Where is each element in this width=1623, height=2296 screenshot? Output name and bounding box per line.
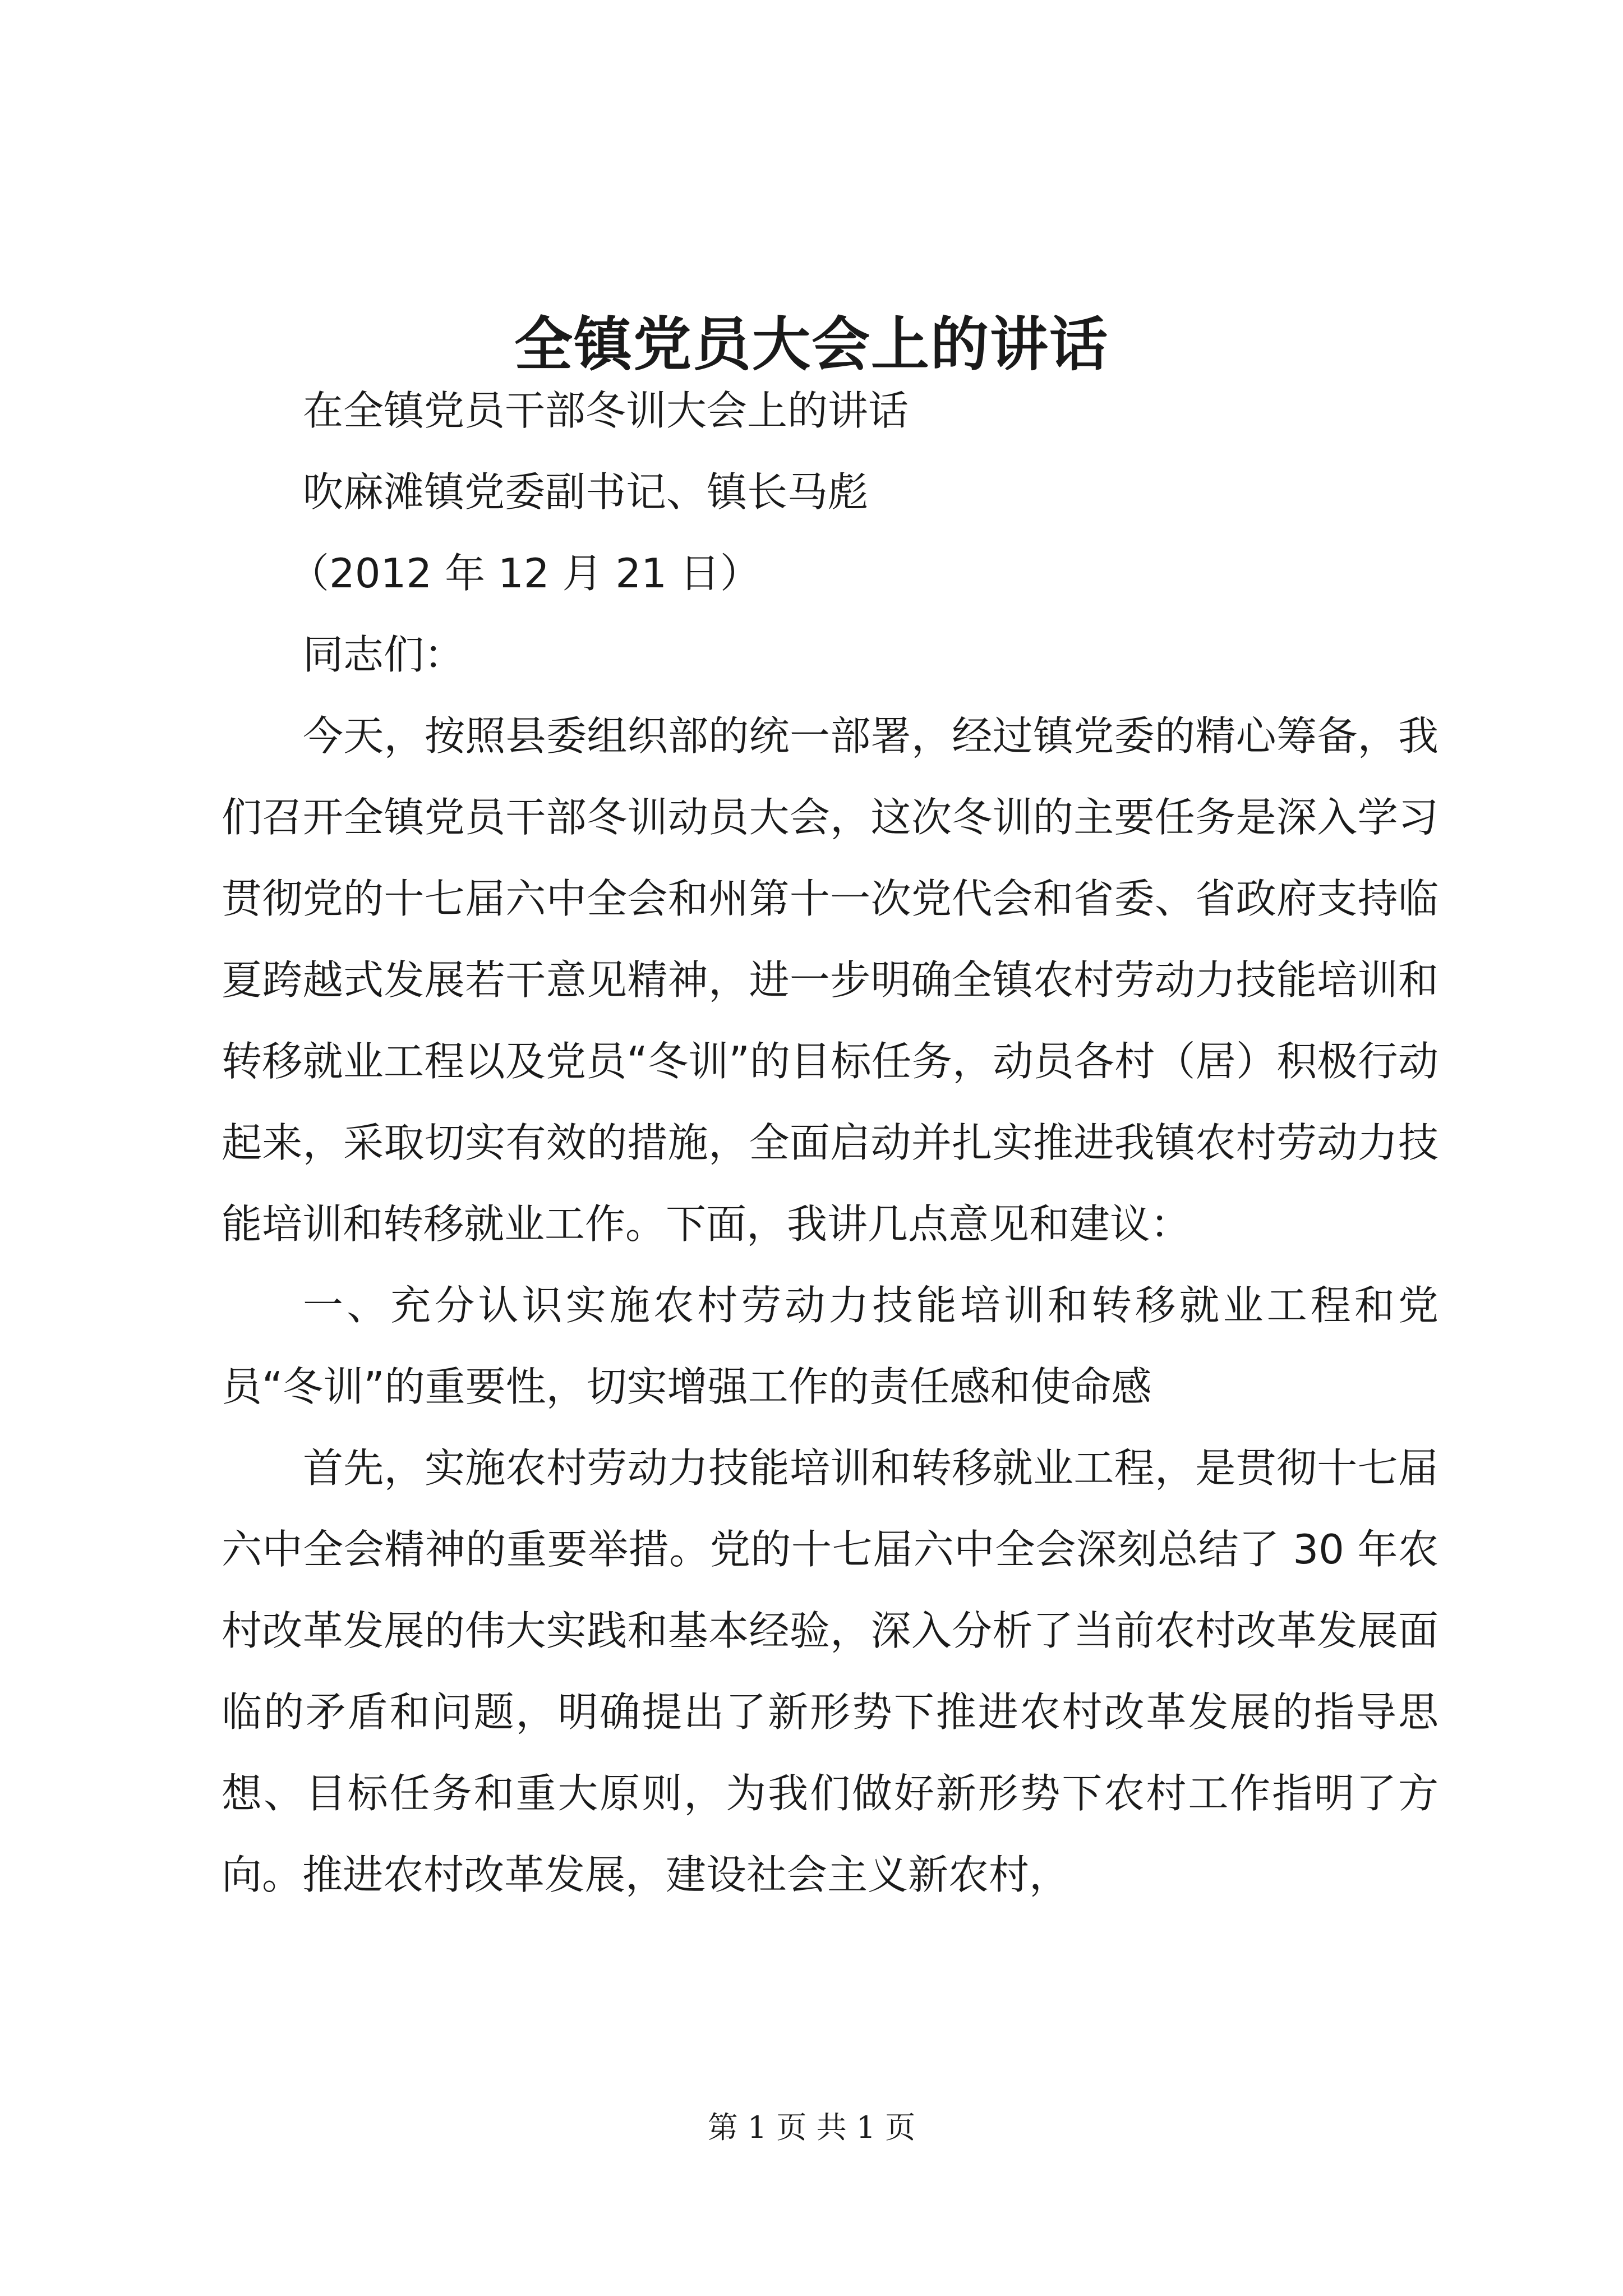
section-heading-1: 一、充分认识实施农村劳动力技能培训和转移就业工程和党员“冬训”的重要性，切实增强工作的责任感和使命感 xyxy=(222,1282,1438,1410)
paragraph-first-point: 首先，实施农村劳动力技能培训和转移就业工程，是贯彻十七届六中全会精神的重要举措。党的十七届六中全会深刻总结了 30 年农村改革发展的伟大实践和基本经验，深入分析了当前农村改革发展面临的矛盾和问题，明确提出了新形势下推进农村改革发展的指导思想、目标任务和重大原则，为我们做好新形势下农村工作指明了方向。推进农村改革发展，建设社会主义新农村， xyxy=(222,1444,1438,1898)
speech-title-line: 在全镇党员干部冬训大会上的讲话 xyxy=(303,387,909,434)
paragraph-intro: 今天，按照县委组织部的统一部署，经过镇党委的精心筹备，我们召开全镇党员干部冬训动员大会，这次冬训的主要任务是深入学习贯彻党的十七届六中全会和州第十一次党代会和省委、省政府支持临夏跨越式发展若干意见精神，进一步明确全镇农村劳动力技能培训和转移就业工程以及党员“冬训”的目标任务，动员各村（居）积极行动起来，采取切实有效的措施，全面启动并扎实推进我镇农村劳动力技能培训和转移就业工作。下面，我讲几点意见和建议： xyxy=(222,712,1438,1248)
date-line: （2012 年 12 月 21 日） xyxy=(289,550,760,597)
salutation-line: 同志们： xyxy=(303,631,465,678)
document-title: 全镇党员大会上的讲话 xyxy=(514,310,1109,379)
speaker-line: 吹麻滩镇党委副书记、镇长马彪 xyxy=(303,468,869,516)
page-footer: 第 1 页 共 1 页 xyxy=(707,2110,916,2145)
document-body xyxy=(222,370,1438,1916)
